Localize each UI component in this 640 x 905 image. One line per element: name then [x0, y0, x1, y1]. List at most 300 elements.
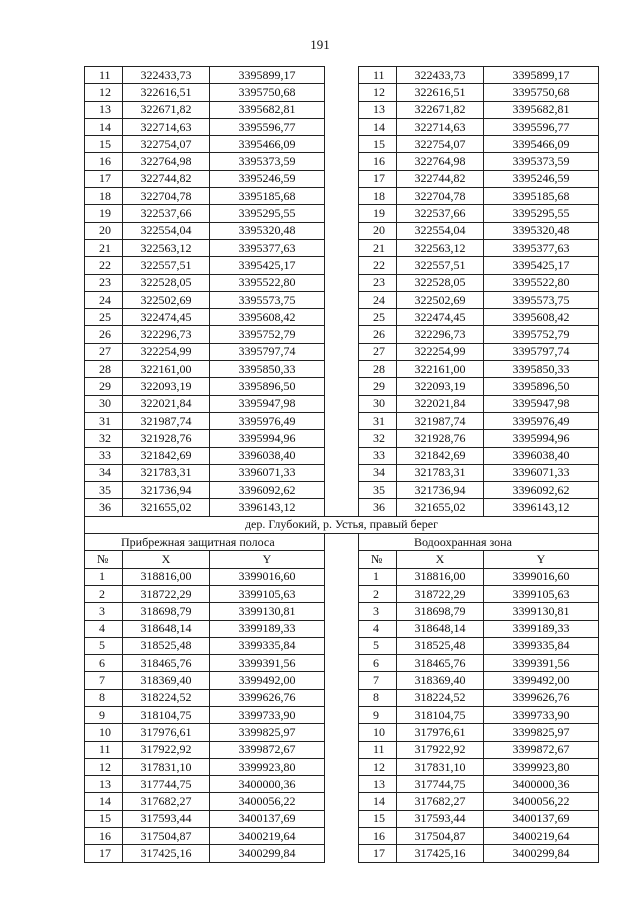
column-gap [325, 758, 359, 775]
right-y-coordinate: 3399626,76 [484, 689, 599, 706]
left-y-coordinate: 3399733,90 [210, 706, 325, 723]
table-row [85, 845, 599, 862]
left-header-y: Y [210, 551, 325, 568]
left-point-number: 34 [85, 464, 123, 481]
table-row [85, 758, 599, 775]
right-x-coordinate: 317682,27 [397, 793, 484, 810]
left-x-coordinate: 322021,84 [123, 395, 210, 412]
right-point-number: 23 [359, 274, 397, 291]
right-point-number: 6 [359, 655, 397, 672]
right-x-coordinate: 322093,19 [397, 378, 484, 395]
left-x-coordinate: 317425,16 [123, 845, 210, 862]
right-y-coordinate: 3399492,00 [484, 672, 599, 689]
right-y-coordinate: 3395976,49 [484, 412, 599, 429]
left-point-number: 28 [85, 361, 123, 378]
right-y-coordinate: 3395466,09 [484, 136, 599, 153]
right-x-coordinate: 322161,00 [397, 361, 484, 378]
table-row [85, 585, 599, 602]
left-point-number: 17 [85, 845, 123, 862]
left-x-coordinate: 317922,92 [123, 741, 210, 758]
subtitle-row [85, 534, 599, 551]
right-x-coordinate: 317744,75 [397, 776, 484, 793]
column-gap [325, 343, 359, 360]
left-x-coordinate: 317504,87 [123, 828, 210, 845]
table-row [85, 776, 599, 793]
page-number: 191 [310, 37, 330, 52]
right-point-number: 5 [359, 637, 397, 654]
table-row [85, 118, 599, 135]
left-point-number: 22 [85, 257, 123, 274]
column-gap [325, 482, 359, 499]
left-x-coordinate: 321783,31 [123, 464, 210, 481]
left-y-coordinate: 3395752,79 [210, 326, 325, 343]
table-row [85, 309, 599, 326]
table-row [85, 810, 599, 827]
right-x-coordinate: 321736,94 [397, 482, 484, 499]
column-gap [325, 309, 359, 326]
right-y-coordinate: 3399105,63 [484, 585, 599, 602]
right-x-coordinate: 322502,69 [397, 291, 484, 308]
column-gap [325, 136, 359, 153]
left-point-number: 12 [85, 758, 123, 775]
right-point-number: 29 [359, 378, 397, 395]
left-x-coordinate: 318648,14 [123, 620, 210, 637]
left-point-number: 9 [85, 706, 123, 723]
column-gap [325, 257, 359, 274]
right-x-coordinate: 321655,02 [397, 499, 484, 516]
table-row [85, 239, 599, 256]
right-y-coordinate: 3400299,84 [484, 845, 599, 862]
left-y-coordinate: 3395246,59 [210, 170, 325, 187]
left-y-coordinate: 3400056,22 [210, 793, 325, 810]
left-x-coordinate: 318525,48 [123, 637, 210, 654]
right-x-coordinate: 322616,51 [397, 84, 484, 101]
coordinates-table [84, 66, 599, 863]
left-x-coordinate: 318104,75 [123, 706, 210, 723]
left-y-coordinate: 3396092,62 [210, 482, 325, 499]
left-point-number: 19 [85, 205, 123, 222]
right-y-coordinate: 3399872,67 [484, 741, 599, 758]
left-y-coordinate: 3399391,56 [210, 655, 325, 672]
right-y-coordinate: 3395246,59 [484, 170, 599, 187]
left-x-coordinate: 322563,12 [123, 239, 210, 256]
left-x-coordinate: 318369,40 [123, 672, 210, 689]
column-gap [325, 170, 359, 187]
table-row [85, 84, 599, 101]
table-row [85, 689, 599, 706]
left-point-number: 17 [85, 170, 123, 187]
section-title-row [85, 516, 599, 533]
left-y-coordinate: 3395377,63 [210, 239, 325, 256]
right-x-coordinate: 318224,52 [397, 689, 484, 706]
right-x-coordinate: 322021,84 [397, 395, 484, 412]
right-y-coordinate: 3396092,62 [484, 482, 599, 499]
table-row [85, 67, 599, 84]
left-point-number: 23 [85, 274, 123, 291]
left-point-number: 36 [85, 499, 123, 516]
left-point-number: 27 [85, 343, 123, 360]
right-point-number: 16 [359, 828, 397, 845]
column-gap [325, 464, 359, 481]
left-y-coordinate: 3395797,74 [210, 343, 325, 360]
right-x-coordinate: 317831,10 [397, 758, 484, 775]
right-x-coordinate: 322671,82 [397, 101, 484, 118]
column-gap [325, 205, 359, 222]
column-gap [325, 655, 359, 672]
table-row [85, 620, 599, 637]
right-y-coordinate: 3395522,80 [484, 274, 599, 291]
right-x-coordinate: 321987,74 [397, 412, 484, 429]
left-point-number: 2 [85, 585, 123, 602]
left-point-number: 25 [85, 309, 123, 326]
right-point-number: 28 [359, 361, 397, 378]
right-y-coordinate: 3395994,96 [484, 430, 599, 447]
right-point-number: 35 [359, 482, 397, 499]
right-x-coordinate: 317922,92 [397, 741, 484, 758]
right-point-number: 8 [359, 689, 397, 706]
left-y-coordinate: 3395425,17 [210, 257, 325, 274]
right-x-coordinate: 318648,14 [397, 620, 484, 637]
right-point-number: 14 [359, 793, 397, 810]
column-gap [325, 620, 359, 637]
left-y-coordinate: 3395682,81 [210, 101, 325, 118]
left-y-coordinate: 3395596,77 [210, 118, 325, 135]
left-x-coordinate: 317682,27 [123, 793, 210, 810]
right-y-coordinate: 3395850,33 [484, 361, 599, 378]
left-y-coordinate: 3395976,49 [210, 412, 325, 429]
left-point-number: 11 [85, 741, 123, 758]
column-gap [325, 534, 359, 551]
left-y-coordinate: 3395185,68 [210, 188, 325, 205]
left-point-number: 32 [85, 430, 123, 447]
column-gap [325, 637, 359, 654]
left-x-coordinate: 321987,74 [123, 412, 210, 429]
right-y-coordinate: 3395185,68 [484, 188, 599, 205]
right-x-coordinate: 322764,98 [397, 153, 484, 170]
right-point-number: 22 [359, 257, 397, 274]
table-row [85, 205, 599, 222]
right-point-number: 9 [359, 706, 397, 723]
left-x-coordinate: 322254,99 [123, 343, 210, 360]
left-y-coordinate: 3395899,17 [210, 67, 325, 84]
left-point-number: 18 [85, 188, 123, 205]
left-y-coordinate: 3395573,75 [210, 291, 325, 308]
right-x-coordinate: 318698,79 [397, 603, 484, 620]
right-x-coordinate: 322433,73 [397, 67, 484, 84]
right-point-number: 32 [359, 430, 397, 447]
left-point-number: 3 [85, 603, 123, 620]
section-title: дер. Глубокий, р. Устья, правый берег [85, 516, 599, 533]
right-y-coordinate: 3395899,17 [484, 67, 599, 84]
right-y-coordinate: 3395752,79 [484, 326, 599, 343]
column-gap [325, 499, 359, 516]
left-y-coordinate: 3395295,55 [210, 205, 325, 222]
right-y-coordinate: 3395797,74 [484, 343, 599, 360]
left-point-number: 15 [85, 136, 123, 153]
column-gap [325, 724, 359, 741]
left-point-number: 4 [85, 620, 123, 637]
right-x-coordinate: 322474,45 [397, 309, 484, 326]
right-x-coordinate: 321928,76 [397, 430, 484, 447]
right-header-y: Y [484, 551, 599, 568]
coordinates-table-body [85, 67, 599, 863]
left-x-coordinate: 318722,29 [123, 585, 210, 602]
right-x-coordinate: 322554,04 [397, 222, 484, 239]
right-point-number: 33 [359, 447, 397, 464]
left-point-number: 16 [85, 153, 123, 170]
column-gap [325, 378, 359, 395]
right-x-coordinate: 322744,82 [397, 170, 484, 187]
column-gap [325, 706, 359, 723]
left-point-number: 7 [85, 672, 123, 689]
left-point-number: 15 [85, 810, 123, 827]
table-row [85, 101, 599, 118]
right-y-coordinate: 3399733,90 [484, 706, 599, 723]
right-point-number: 4 [359, 620, 397, 637]
left-point-number: 20 [85, 222, 123, 239]
table-row [85, 291, 599, 308]
right-point-number: 3 [359, 603, 397, 620]
right-y-coordinate: 3395596,77 [484, 118, 599, 135]
column-gap [325, 239, 359, 256]
right-point-number: 17 [359, 845, 397, 862]
right-point-number: 21 [359, 239, 397, 256]
right-point-number: 17 [359, 170, 397, 187]
right-x-coordinate: 317976,61 [397, 724, 484, 741]
right-point-number: 14 [359, 118, 397, 135]
table-row [85, 672, 599, 689]
left-x-coordinate: 321655,02 [123, 499, 210, 516]
left-point-number: 11 [85, 67, 123, 84]
right-x-coordinate: 321783,31 [397, 464, 484, 481]
left-y-coordinate: 3399626,76 [210, 689, 325, 706]
left-x-coordinate: 322296,73 [123, 326, 210, 343]
right-x-coordinate: 317425,16 [397, 845, 484, 862]
column-gap [325, 447, 359, 464]
right-x-coordinate: 322704,78 [397, 188, 484, 205]
table-row [85, 603, 599, 620]
right-point-number: 1 [359, 568, 397, 585]
right-y-coordinate: 3396071,33 [484, 464, 599, 481]
right-point-number: 18 [359, 188, 397, 205]
column-gap [325, 222, 359, 239]
left-x-coordinate: 322161,00 [123, 361, 210, 378]
left-point-number: 29 [85, 378, 123, 395]
left-y-coordinate: 3395896,50 [210, 378, 325, 395]
left-y-coordinate: 3400219,64 [210, 828, 325, 845]
right-y-coordinate: 3399016,60 [484, 568, 599, 585]
right-x-coordinate: 322714,63 [397, 118, 484, 135]
left-y-coordinate: 3400137,69 [210, 810, 325, 827]
right-y-coordinate: 3396038,40 [484, 447, 599, 464]
left-y-coordinate: 3399189,33 [210, 620, 325, 637]
right-y-coordinate: 3400219,64 [484, 828, 599, 845]
left-y-coordinate: 3395947,98 [210, 395, 325, 412]
right-x-coordinate: 318104,75 [397, 706, 484, 723]
table-row [85, 378, 599, 395]
left-y-coordinate: 3399335,84 [210, 637, 325, 654]
right-y-coordinate: 3399130,81 [484, 603, 599, 620]
table-row [85, 343, 599, 360]
left-point-number: 8 [85, 689, 123, 706]
right-y-coordinate: 3395295,55 [484, 205, 599, 222]
right-y-coordinate: 3395947,98 [484, 395, 599, 412]
left-x-coordinate: 322744,82 [123, 170, 210, 187]
right-x-coordinate: 317593,44 [397, 810, 484, 827]
right-header-number: № [359, 551, 397, 568]
right-y-coordinate: 3395750,68 [484, 84, 599, 101]
right-point-number: 20 [359, 222, 397, 239]
right-x-coordinate: 322537,66 [397, 205, 484, 222]
right-y-coordinate: 3399189,33 [484, 620, 599, 637]
right-point-number: 25 [359, 309, 397, 326]
column-gap [325, 188, 359, 205]
column-gap [325, 551, 359, 568]
left-y-coordinate: 3395850,33 [210, 361, 325, 378]
table-row [85, 828, 599, 845]
right-y-coordinate: 3400137,69 [484, 810, 599, 827]
table-row [85, 153, 599, 170]
right-point-number: 15 [359, 136, 397, 153]
right-x-coordinate: 317504,87 [397, 828, 484, 845]
right-x-coordinate: 318722,29 [397, 585, 484, 602]
column-gap [325, 585, 359, 602]
column-gap [325, 361, 359, 378]
left-y-coordinate: 3396143,12 [210, 499, 325, 516]
left-point-number: 26 [85, 326, 123, 343]
left-y-coordinate: 3395466,09 [210, 136, 325, 153]
right-x-coordinate: 321842,69 [397, 447, 484, 464]
table-row [85, 188, 599, 205]
right-point-number: 19 [359, 205, 397, 222]
left-y-coordinate: 3399872,67 [210, 741, 325, 758]
column-gap [325, 326, 359, 343]
left-x-coordinate: 318816,00 [123, 568, 210, 585]
right-y-coordinate: 3396143,12 [484, 499, 599, 516]
right-y-coordinate: 3399391,56 [484, 655, 599, 672]
left-y-coordinate: 3400000,36 [210, 776, 325, 793]
table-row [85, 499, 599, 516]
column-gap [325, 568, 359, 585]
left-point-number: 6 [85, 655, 123, 672]
left-subtitle: Прибрежная защитная полоса [85, 534, 325, 551]
left-point-number: 1 [85, 568, 123, 585]
right-point-number: 12 [359, 84, 397, 101]
left-point-number: 12 [85, 84, 123, 101]
left-point-number: 35 [85, 482, 123, 499]
table-row [85, 741, 599, 758]
right-y-coordinate: 3395682,81 [484, 101, 599, 118]
right-y-coordinate: 3400000,36 [484, 776, 599, 793]
left-x-coordinate: 322764,98 [123, 153, 210, 170]
left-y-coordinate: 3399016,60 [210, 568, 325, 585]
column-gap [325, 603, 359, 620]
right-point-number: 7 [359, 672, 397, 689]
right-y-coordinate: 3395608,42 [484, 309, 599, 326]
column-gap [325, 274, 359, 291]
left-x-coordinate: 322754,07 [123, 136, 210, 153]
left-point-number: 30 [85, 395, 123, 412]
left-x-coordinate: 322704,78 [123, 188, 210, 205]
right-point-number: 2 [359, 585, 397, 602]
header-row [85, 551, 599, 568]
left-x-coordinate: 322557,51 [123, 257, 210, 274]
left-y-coordinate: 3400299,84 [210, 845, 325, 862]
right-x-coordinate: 322563,12 [397, 239, 484, 256]
left-x-coordinate: 322093,19 [123, 378, 210, 395]
right-point-number: 10 [359, 724, 397, 741]
right-point-number: 30 [359, 395, 397, 412]
right-x-coordinate: 318369,40 [397, 672, 484, 689]
column-gap [325, 810, 359, 827]
right-point-number: 16 [359, 153, 397, 170]
left-x-coordinate: 321928,76 [123, 430, 210, 447]
table-row [85, 793, 599, 810]
left-y-coordinate: 3395373,59 [210, 153, 325, 170]
left-x-coordinate: 322537,66 [123, 205, 210, 222]
left-y-coordinate: 3396038,40 [210, 447, 325, 464]
right-point-number: 34 [359, 464, 397, 481]
left-x-coordinate: 321736,94 [123, 482, 210, 499]
table-row [85, 482, 599, 499]
right-y-coordinate: 3399335,84 [484, 637, 599, 654]
right-point-number: 13 [359, 776, 397, 793]
column-gap [325, 793, 359, 810]
table-row [85, 222, 599, 239]
left-point-number: 21 [85, 239, 123, 256]
left-x-coordinate: 322528,05 [123, 274, 210, 291]
column-gap [325, 84, 359, 101]
column-gap [325, 412, 359, 429]
column-gap [325, 118, 359, 135]
left-x-coordinate: 322502,69 [123, 291, 210, 308]
left-point-number: 14 [85, 118, 123, 135]
left-y-coordinate: 3399825,97 [210, 724, 325, 741]
left-point-number: 33 [85, 447, 123, 464]
table-row [85, 326, 599, 343]
left-x-coordinate: 318698,79 [123, 603, 210, 620]
left-y-coordinate: 3399105,63 [210, 585, 325, 602]
right-x-coordinate: 318816,00 [397, 568, 484, 585]
left-y-coordinate: 3399492,00 [210, 672, 325, 689]
column-gap [325, 67, 359, 84]
left-y-coordinate: 3395320,48 [210, 222, 325, 239]
right-x-coordinate: 322296,73 [397, 326, 484, 343]
table-row [85, 136, 599, 153]
table-row [85, 568, 599, 585]
right-point-number: 24 [359, 291, 397, 308]
column-gap [325, 689, 359, 706]
right-subtitle: Водоохранная зона [359, 534, 599, 551]
right-y-coordinate: 3395373,59 [484, 153, 599, 170]
left-point-number: 5 [85, 637, 123, 654]
left-x-coordinate: 317593,44 [123, 810, 210, 827]
right-y-coordinate: 3395573,75 [484, 291, 599, 308]
column-gap [325, 395, 359, 412]
right-point-number: 11 [359, 67, 397, 84]
right-x-coordinate: 318465,76 [397, 655, 484, 672]
column-gap [325, 153, 359, 170]
column-gap [325, 741, 359, 758]
left-x-coordinate: 322616,51 [123, 84, 210, 101]
left-point-number: 14 [85, 793, 123, 810]
table-row [85, 412, 599, 429]
left-x-coordinate: 321842,69 [123, 447, 210, 464]
left-x-coordinate: 322554,04 [123, 222, 210, 239]
right-x-coordinate: 322557,51 [397, 257, 484, 274]
right-x-coordinate: 322754,07 [397, 136, 484, 153]
left-y-coordinate: 3395994,96 [210, 430, 325, 447]
